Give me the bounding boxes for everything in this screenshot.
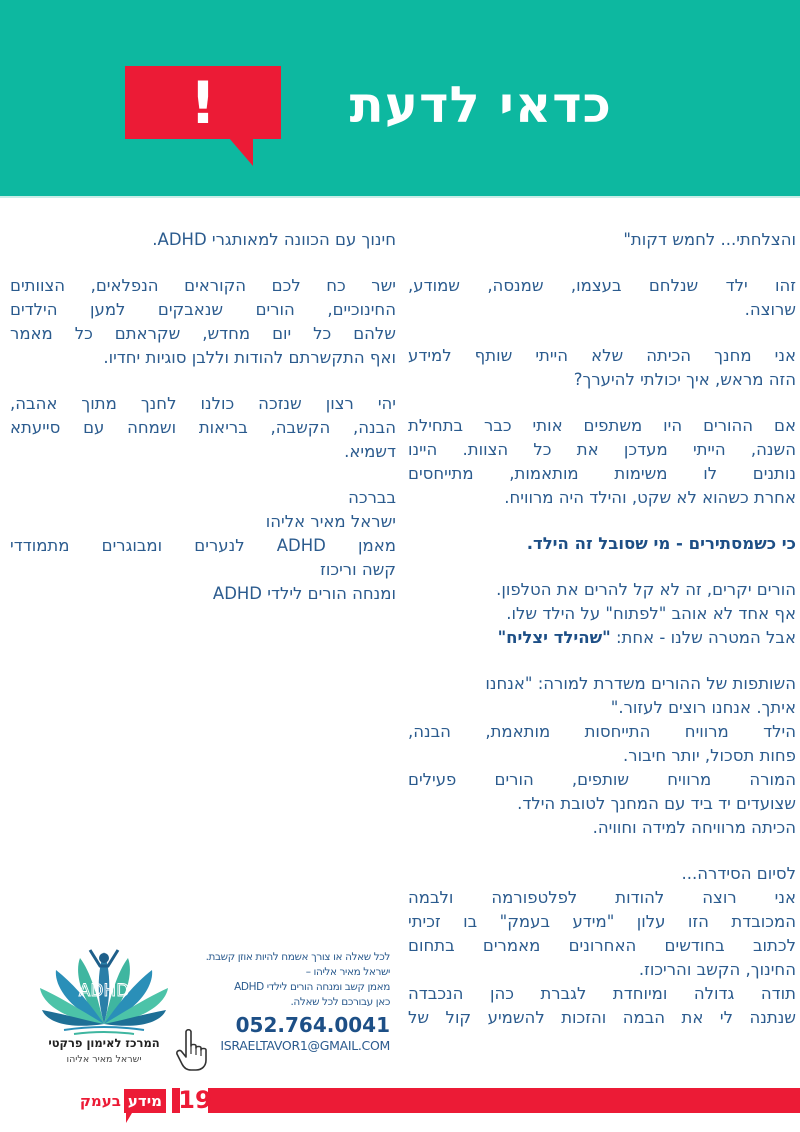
practical-coaching-center-logo: [38, 944, 170, 1066]
paragraph: יהי רצון שנזכה כולנו לחנך מתוך אהבה, הבנה, הקשבה, בריאות ושמחה עם סייעתא דשמיא.: [10, 394, 396, 461]
contact-line: ישראל מאיר אליהו –: [305, 966, 390, 978]
goal-highlight: "שהילד יצליח": [497, 628, 611, 647]
header-banner: [0, 0, 800, 198]
paragraph: זהו ילד שנלחם בעצמו, שמנסה, שמודע, שרוצה.: [408, 276, 796, 319]
contact-line: כאן עבורכם לכל שאלה.: [290, 996, 390, 1008]
header-divider: [0, 196, 800, 198]
paragraph: והצלחתי... לחמש דקות": [623, 230, 796, 249]
phone-number[interactable]: 052.764.0041: [235, 1013, 390, 1037]
paragraph: ישר כח לכם הקוראים הנפלאים, הצוותים החינוכיים, הורים שנאבקים למען הילדים שלהם כל יום מחדש, שקראתם כל מאמר ואף התקשרתם להודות וללבן סוגיות יחדיו.: [10, 276, 396, 367]
publication-logo: [30, 1087, 166, 1115]
lotus-figure-logo-icon: [38, 944, 170, 1036]
brand-text: בעמק: [79, 1092, 121, 1110]
signature-block: בברכה ישראל מאיר אליהו מאמן ADHD לנערים ומבוגרים מתמודדי קשה וריכוז ומנחה הורים לילדי ADHD: [10, 488, 396, 603]
paragraph: השותפות של ההורים משדרת למורה: "אנחנו איתך. אנחנו רוצים לעזור." הילד מרוויח התייחסות מותאמת, הבנה, פחות תסכול, יותר חיבור. המורה מרוויח שותפים, הורים פעילים שצועדים יד ביד עם המחנך לטובת הילד. הכיתה מרוויחה למידה וחוויה.: [408, 674, 796, 837]
paragraph: חינוך עם הכוונה למאותגרי ADHD.: [152, 230, 396, 249]
page-title: כדאי לדעת: [349, 76, 612, 134]
contact-line: לכל שאלה או צורך אשמח להיות אוזן קשבת.: [205, 951, 390, 963]
exclamation-icon: !: [189, 68, 217, 137]
article-column-left: [10, 228, 396, 606]
paragraph: הורים יקרים, זה לא קל להרים את הטלפון. אף אחד לא אוהב "לפתוח" על הילד שלו. אבל המטרה שלנו - אחת: "שהילד יצליח": [496, 580, 796, 647]
paragraph: אם ההורים היו משתפים אותי כבר בתחילת השנה, הייתי מעדכן את כל הצוות. היינו נותנים לו משימות מותאמות, מתייחסים אחרת כשהוא לא שקט, והילד היה מרוויח.: [408, 416, 796, 507]
article-column-right: [408, 228, 796, 1030]
pointing-hand-icon: [174, 1028, 216, 1072]
section-heading: כי כשמסתירים - מי שסובל זה הילד.: [526, 534, 796, 553]
speech-bubble-tail: [229, 138, 253, 166]
paragraph: לסיום הסידרה... אני רוצה להודות לפלטפורמה ולבמה המכובדת הזו עלון "מידע בעמק" בו זכיתי לכתוב בחודשים האחרונים מאמרים בתחום החינוך, הקשב והריכוז. תודה גדולה ומיוחדת לגברת כהן הנכבדה שנתנה לי את הבמה והזכות להשמיע קול של: [408, 864, 796, 1027]
page-number: 19: [178, 1086, 212, 1114]
logo-subtitle: ישראל מאיר אליהו: [66, 1054, 142, 1065]
brand-box: מידע: [124, 1089, 166, 1113]
footer-bar: [208, 1088, 800, 1113]
contact-line: מאמן קשב ומנחה הורים לילדי ADHD: [234, 981, 390, 993]
paragraph: אני מחנך הכיתה שלא הייתי שותף למידע הזה מראש, איך יכולתי להיערך?: [408, 346, 796, 389]
alert-bubble: [125, 66, 281, 139]
logo-name: המרכז לאימון פרקטי: [48, 1036, 160, 1050]
svg-text:ADHD: ADHD: [78, 981, 130, 1001]
email-address[interactable]: ISRAELTAVOR1@GMAIL.COM: [220, 1038, 390, 1053]
contact-box: [186, 950, 390, 1054]
